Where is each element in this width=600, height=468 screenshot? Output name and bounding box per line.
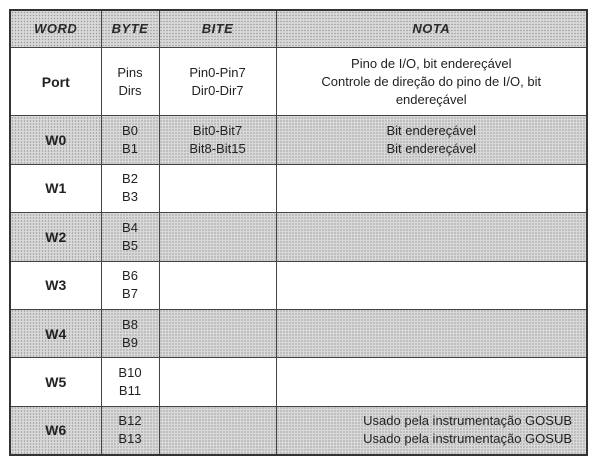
- byte-line: B10: [118, 365, 142, 381]
- byte-cell: [101, 358, 159, 406]
- byte-cell: [101, 309, 159, 357]
- byte-line: B0: [122, 122, 138, 138]
- bite-line: Dir0-Dir7: [191, 82, 244, 98]
- byte-line: B9: [122, 334, 138, 350]
- table-row: [10, 48, 587, 116]
- bite-cell: [159, 164, 276, 212]
- word-cell: W1: [10, 164, 101, 212]
- table-row: [10, 309, 587, 357]
- word-cell: W5: [10, 358, 101, 406]
- byte-line: B4: [122, 219, 138, 235]
- byte-line: B2: [122, 171, 138, 187]
- table-row: [10, 116, 587, 164]
- header-word: WORD: [10, 10, 101, 48]
- nota-cell: [276, 261, 587, 309]
- table-row: [10, 358, 587, 406]
- register-table: [9, 9, 588, 456]
- byte-cell: [101, 406, 159, 455]
- byte-cell: [101, 116, 159, 164]
- nota-line: Bit endereçável: [386, 140, 477, 156]
- nota-cell: [276, 406, 587, 455]
- byte-line: B1: [122, 140, 138, 156]
- nota-cell: [276, 309, 587, 357]
- nota-cell: [276, 116, 587, 164]
- header-row: [10, 10, 587, 48]
- nota-cell: [276, 164, 587, 212]
- nota-cell: [276, 358, 587, 406]
- byte-cell: [101, 48, 159, 116]
- byte-line: B8: [122, 316, 138, 332]
- table-row: [10, 164, 587, 212]
- word-cell: W3: [10, 261, 101, 309]
- bite-cell: [159, 406, 276, 455]
- bite-cell: [159, 116, 276, 164]
- byte-cell: [101, 261, 159, 309]
- table-row: [10, 406, 587, 455]
- header-nota: NOTA: [276, 10, 587, 48]
- bite-cell: [159, 358, 276, 406]
- byte-line: B13: [118, 431, 142, 447]
- header-bite: BITE: [159, 10, 276, 48]
- table-row: [10, 213, 587, 261]
- byte-cell: [101, 164, 159, 212]
- nota-cell: [276, 48, 587, 116]
- table-row: [10, 261, 587, 309]
- word-cell: W2: [10, 213, 101, 261]
- byte-line: B6: [122, 268, 138, 284]
- byte-line: B12: [118, 413, 142, 429]
- word-cell: W4: [10, 309, 101, 357]
- header-byte: BYTE: [101, 10, 159, 48]
- nota-line: Usado pela instrumentação GOSUB: [363, 413, 572, 429]
- byte-line: Pins: [117, 64, 143, 80]
- byte-line: B3: [122, 189, 138, 205]
- byte-line: Dirs: [118, 82, 142, 98]
- word-cell: Port: [10, 48, 101, 116]
- bite-line: Pin0-Pin7: [189, 64, 246, 80]
- word-cell: W6: [10, 406, 101, 455]
- bite-cell: [159, 261, 276, 309]
- nota-line: endereçável: [395, 91, 467, 107]
- byte-line: B5: [122, 237, 138, 253]
- bite-cell: [159, 309, 276, 357]
- nota-cell: [276, 213, 587, 261]
- bite-cell: [159, 48, 276, 116]
- nota-line: Pino de I/O, bit endereçável: [351, 55, 512, 71]
- nota-line: Usado pela instrumentação GOSUB: [363, 431, 572, 447]
- nota-line: Bit endereçável: [386, 122, 477, 138]
- bite-cell: [159, 213, 276, 261]
- register-table-container: [9, 9, 586, 456]
- nota-line: Controle de direção do pino de I/O, bit: [321, 73, 542, 89]
- byte-line: B11: [118, 383, 142, 399]
- word-cell: W0: [10, 116, 101, 164]
- byte-cell: [101, 213, 159, 261]
- bite-line: Bit8-Bit15: [189, 140, 246, 156]
- byte-line: B7: [122, 286, 138, 302]
- bite-line: Bit0-Bit7: [192, 122, 243, 138]
